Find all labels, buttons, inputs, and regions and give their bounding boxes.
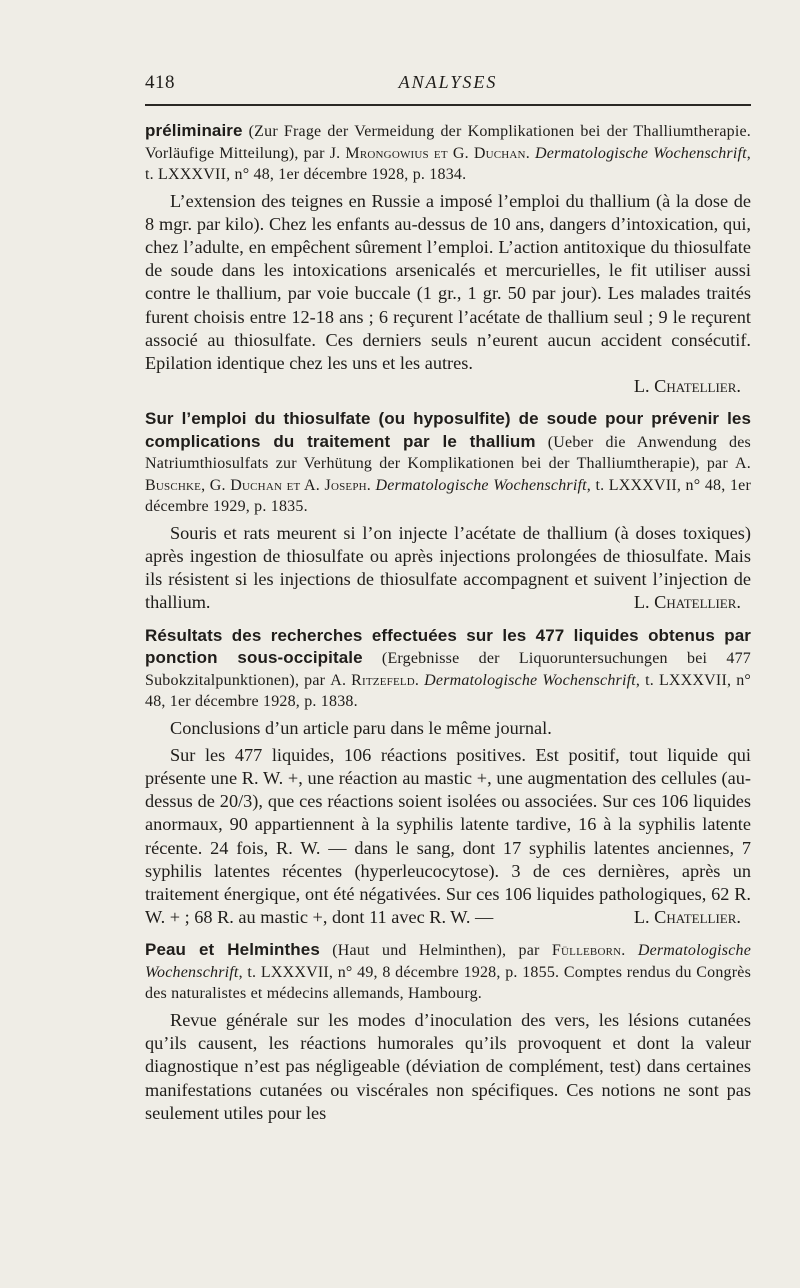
citation-authors: J. Mrongowius et G. Duchan. bbox=[329, 144, 530, 162]
abstract-paragraph: Revue générale sur les modes d’inoculation des vers, les lésions cutanées qu’ils causent, les réactions humorales qu’ils provoquent et dont la valeur diagnostique n’est pas négligeable (déviation de complément, test) dans certaines manifestations cutanées ou viscérales non spécifiques. Ces notions ne sont pas seulement utiles pour les bbox=[145, 1009, 751, 1123]
citation-original-title: (Ueber die Anwendung des Natriumthiosulfats zur Verhütung der Komplikationen bei der Thalliumtherapie), par bbox=[145, 433, 751, 473]
abstract-citation bbox=[145, 408, 751, 518]
abstract-citation bbox=[145, 939, 751, 1005]
page-number: 418 bbox=[145, 72, 175, 93]
abstract-entry bbox=[145, 939, 751, 1125]
citation-original-title: (Ergebnisse der Liquoruntersuchungen bei 477 Subokzitalpunktionen), par bbox=[145, 650, 751, 689]
journal-page bbox=[145, 68, 751, 1125]
citation-details: , t. LXXXVII, n° 48, 1er décembre 1928, p. 1838. bbox=[145, 671, 751, 711]
abstract-title: préliminaire bbox=[145, 121, 243, 140]
citation-authors: A. Ritzefeld. bbox=[330, 671, 420, 689]
citation-authors: A. Buschke, G. Duchan et A. Joseph. bbox=[145, 455, 751, 494]
citation-journal: Dermatologische Wochenschrift bbox=[534, 144, 747, 162]
abstract-citation bbox=[145, 625, 751, 713]
citation-authors: Fülleborn. bbox=[551, 942, 626, 960]
abstract-paragraph: Conclusions d’un article paru dans le même journal. bbox=[170, 717, 552, 738]
abstract-title: Sur l’emploi du thiosulfate (ou hyposulfite) de soude pour prévenir les complications du traitement par le thallium bbox=[145, 409, 751, 451]
abstract-entry bbox=[145, 120, 751, 398]
citation-journal: Dermatologische Wochenschrift bbox=[145, 942, 752, 981]
citation-details: , t. LXXXVII, n° 48, 1er décembre 1928, p. 1834. bbox=[145, 144, 751, 183]
abstract-signature: L. Chatellier. bbox=[633, 592, 741, 613]
abstract-entry bbox=[145, 625, 751, 930]
citation-details: , t. LXXXVII, n° 49, 8 décembre 1928, p. 1855. Comptes rendus du Congrès des naturalistes et médecins allemands, Hambourg. bbox=[145, 963, 751, 1003]
analyses-body bbox=[145, 120, 751, 1125]
running-title: ANALYSES bbox=[398, 72, 498, 92]
citation-journal: Dermatologische Wochenschrift bbox=[424, 671, 636, 689]
abstract-paragraph: L’extension des teignes en Russie a imposé l’emploi du thallium (à la dose de 8 mgr. par kilo). Chez les enfants au-dessus de 10 ans, dangers d’intoxication, qui, chez l’adulte, en empêchent sûrement l’emploi. L’action antitoxique du thiosulfate de soude dans les intoxications arsenicalés et mercurielles, le fit utiliser aussi contre le thallium, par voie buccale (1 gr., 1 gr. 50 par jour). Les malades traités furent choisis entre 12-18 ans ; 6 reçurent l’acétate de thallium seul ; 9 le reçurent associé au thiosulfate. Ces derniers seuls n’eurent aucun accident consécutif. Epilation identique chez les uns et les autres. bbox=[145, 190, 751, 373]
citation-journal: Dermatologische Wochenschrift bbox=[375, 476, 587, 494]
abstract-paragraph-text: Sur les 477 liquides, 106 réactions positives. Est positif, tout liquide qui présente une R. W. +, une réaction au mastic +, une augmentation des cellules (au-dessus de 20/3), que ces réactions soient isolées ou associées. Sur ces 106 liquides anormaux, 90 appartiennent à la syphilis latente tardive, 16 à la syphilis latente récente. 24 fois, R. W. — dans le sang, dont 17 syphilis latentes anciennes, 7 syphilis latentes récentes (hyperleucocytose). 3 de ces dernières, après un traitement énergique, ont été négativées. Sur ces 106 liquides pathologiques, 62 R. W. + ; 68 R. au mastic +, dont 11 avec R. W. — bbox=[145, 744, 751, 928]
header-rule bbox=[145, 104, 751, 106]
citation-details: , t. LXXXVII, n° 48, 1er décembre 1929, p. 1835. bbox=[145, 476, 751, 516]
abstract-title: Résultats des recherches effectuées sur les 477 liquides obtenus par ponction sous-occipitale bbox=[145, 625, 751, 668]
abstract-paragraph bbox=[145, 744, 751, 930]
abstract-signature: L. Chatellier. bbox=[633, 907, 741, 928]
page-header bbox=[145, 68, 751, 98]
abstract-citation bbox=[145, 120, 751, 186]
abstract-paragraph-text: Souris et rats meurent si l’on injecte l’acétate de thallium (à doses toxiques) après ingestion de thiosulfate ou après injections prolongées de thiosulfate. Mais ils résistent si les injections de thiosulfate accompagnent et suivent l’injection de thallium. bbox=[145, 522, 751, 613]
abstract-paragraph bbox=[145, 522, 751, 615]
abstract-signature: L. Chatellier. bbox=[633, 376, 741, 397]
citation-original-title: (Haut und Helminthen), par bbox=[319, 942, 552, 960]
abstract-entry bbox=[145, 408, 751, 614]
abstract-title: Peau et Helminthes bbox=[145, 940, 320, 960]
citation-original-title: (Zur Frage der Vermeidung der Komplikationen bei der Thalliumtherapie. Vorläufige Mitteilung), par bbox=[145, 123, 751, 162]
